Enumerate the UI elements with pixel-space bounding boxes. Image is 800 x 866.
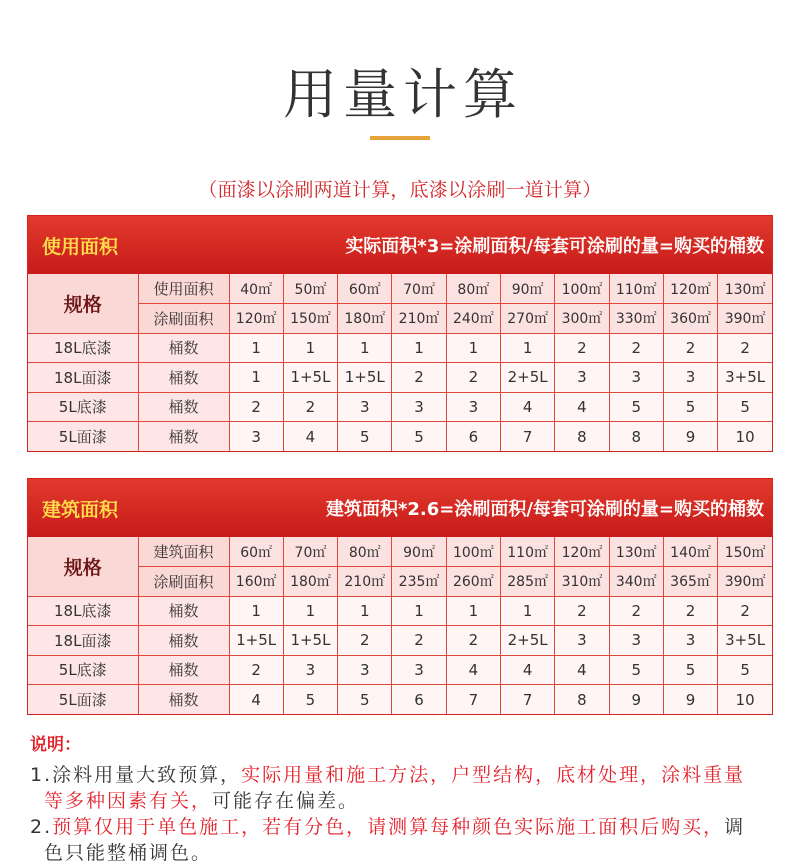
bucket-count-cell: 1 [229, 333, 283, 363]
bucket-count-cell: 3 [338, 655, 392, 685]
bucket-count-cell: 2 [392, 626, 446, 656]
area-value-cell: 365㎡ [663, 567, 717, 597]
bucket-count-cell: 10 [718, 685, 772, 715]
area-value-cell: 40㎡ [229, 274, 283, 304]
bucket-count-cell: 5 [718, 655, 772, 685]
note-highlight-text: 预算仅用于单色施工，若有分色，请测算每种颜色实际施工面积后购买， [52, 816, 725, 838]
product-cell: 5L面漆 [28, 422, 138, 452]
note-line [30, 814, 770, 840]
note-text: 2. [30, 816, 53, 838]
bucket-count-cell: 6 [446, 422, 500, 452]
area-value-cell: 210㎡ [392, 304, 446, 334]
bucket-count-cell: 1 [446, 333, 500, 363]
area-value-cell: 240㎡ [446, 304, 500, 334]
note-text: 调 [724, 816, 746, 838]
note-text: 1.涂料用量大致预算， [30, 764, 242, 786]
area-value-cell: 70㎡ [392, 274, 446, 304]
bucket-count-cell: 2 [663, 333, 717, 363]
bucket-count-cell: 8 [555, 422, 609, 452]
area-value-cell: 390㎡ [718, 304, 772, 334]
bucket-count-cell: 4 [500, 655, 554, 685]
area-value-cell: 310㎡ [555, 567, 609, 597]
table-row [28, 422, 772, 452]
spec-row-label: 建筑面积 [138, 537, 229, 567]
bucket-count-cell: 1 [500, 333, 554, 363]
bucket-count-cell: 1 [392, 596, 446, 626]
bucket-count-cell: 5 [663, 392, 717, 422]
area-value-cell: 340㎡ [609, 567, 663, 597]
area-value-cell: 390㎡ [718, 567, 772, 597]
table-row [28, 626, 772, 656]
product-cell: 5L底漆 [28, 392, 138, 422]
table-row [28, 655, 772, 685]
area-value-cell: 260㎡ [446, 567, 500, 597]
bucket-count-cell: 3+5L [718, 363, 772, 393]
table-row [28, 596, 772, 626]
unit-cell: 桶数 [138, 363, 229, 393]
table-row [28, 363, 772, 393]
note-line [30, 840, 770, 866]
spec-row-label: 涂刷面积 [138, 567, 229, 597]
area-value-cell: 235㎡ [392, 567, 446, 597]
bucket-count-cell: 1 [446, 596, 500, 626]
bucket-count-cell: 8 [555, 685, 609, 715]
area-value-cell: 210㎡ [338, 567, 392, 597]
bucket-count-cell: 7 [500, 422, 554, 452]
unit-cell: 桶数 [138, 392, 229, 422]
bucket-count-cell: 5 [283, 685, 337, 715]
bucket-count-cell: 9 [663, 422, 717, 452]
product-cell: 18L面漆 [28, 626, 138, 656]
spec-label-cell: 规格 [28, 274, 138, 333]
usage-table-1 [28, 274, 772, 451]
bucket-count-cell: 4 [555, 655, 609, 685]
spec-label-cell: 规格 [28, 537, 138, 596]
bucket-count-cell: 10 [718, 422, 772, 452]
bucket-count-cell: 5 [609, 655, 663, 685]
bucket-count-cell: 7 [446, 685, 500, 715]
note-text: 可能存在偏差。 [212, 790, 360, 812]
bucket-count-cell: 3 [392, 392, 446, 422]
area-value-cell: 130㎡ [718, 274, 772, 304]
unit-cell: 桶数 [138, 626, 229, 656]
area-value-cell: 70㎡ [283, 537, 337, 567]
area-value-cell: 80㎡ [338, 537, 392, 567]
usage-area-formula: 实际面积*3=涂刷面积/每套可涂刷的量=购买的桶数 [345, 236, 764, 257]
area-value-cell: 160㎡ [229, 567, 283, 597]
area-value-cell: 140㎡ [663, 537, 717, 567]
product-cell: 5L面漆 [28, 685, 138, 715]
area-value-cell: 100㎡ [555, 274, 609, 304]
unit-cell: 桶数 [138, 685, 229, 715]
area-value-cell: 50㎡ [283, 274, 337, 304]
bucket-count-cell: 1 [283, 596, 337, 626]
spec-row [28, 274, 772, 304]
bucket-count-cell: 5 [609, 392, 663, 422]
bucket-count-cell: 1 [283, 333, 337, 363]
bucket-count-cell: 1+5L [283, 363, 337, 393]
product-cell: 5L底漆 [28, 655, 138, 685]
bucket-count-cell: 2 [446, 626, 500, 656]
area-value-cell: 300㎡ [555, 304, 609, 334]
bucket-count-cell: 9 [609, 685, 663, 715]
bucket-count-cell: 2 [609, 596, 663, 626]
bucket-count-cell: 4 [446, 655, 500, 685]
area-value-cell: 330㎡ [609, 304, 663, 334]
note-line [30, 788, 770, 814]
bucket-count-cell: 6 [392, 685, 446, 715]
area-value-cell: 110㎡ [609, 274, 663, 304]
area-value-cell: 100㎡ [446, 537, 500, 567]
area-value-cell: 90㎡ [392, 537, 446, 567]
bucket-count-cell: 2 [718, 596, 772, 626]
unit-cell: 桶数 [138, 333, 229, 363]
table-row [28, 392, 772, 422]
area-value-cell: 120㎡ [555, 537, 609, 567]
bucket-count-cell: 1 [229, 363, 283, 393]
bucket-count-cell: 2 [609, 333, 663, 363]
bucket-count-cell: 1+5L [229, 626, 283, 656]
bucket-count-cell: 5 [718, 392, 772, 422]
bucket-count-cell: 3 [663, 363, 717, 393]
bucket-count-cell: 1 [500, 596, 554, 626]
usage-area-header-label: 使用面积 [42, 235, 119, 258]
product-cell: 18L底漆 [28, 596, 138, 626]
bucket-count-cell: 4 [500, 392, 554, 422]
bucket-count-cell: 5 [392, 422, 446, 452]
area-value-cell: 180㎡ [338, 304, 392, 334]
unit-cell: 桶数 [138, 422, 229, 452]
bucket-count-cell: 2 [555, 596, 609, 626]
area-value-cell: 120㎡ [229, 304, 283, 334]
area-value-cell: 80㎡ [446, 274, 500, 304]
note-line [30, 762, 770, 788]
bucket-count-cell: 3 [338, 392, 392, 422]
bucket-count-cell: 5 [663, 655, 717, 685]
bucket-count-cell: 1 [229, 596, 283, 626]
bucket-count-cell: 1 [338, 596, 392, 626]
spec-row [28, 537, 772, 567]
bucket-count-cell: 1+5L [283, 626, 337, 656]
bucket-count-cell: 5 [338, 422, 392, 452]
usage-area-section [27, 215, 773, 452]
bucket-count-cell: 4 [283, 422, 337, 452]
bucket-count-cell: 2 [392, 363, 446, 393]
usage-area-header-band [28, 216, 772, 274]
building-area-section [27, 478, 773, 715]
bucket-count-cell: 2 [446, 363, 500, 393]
bucket-count-cell: 2 [555, 333, 609, 363]
bucket-count-cell: 3 [229, 422, 283, 452]
unit-cell: 桶数 [138, 655, 229, 685]
bucket-count-cell: 3 [609, 626, 663, 656]
bucket-count-cell: 3 [392, 655, 446, 685]
area-value-cell: 150㎡ [718, 537, 772, 567]
bucket-count-cell: 1 [338, 333, 392, 363]
area-value-cell: 130㎡ [609, 537, 663, 567]
unit-cell: 桶数 [138, 596, 229, 626]
bucket-count-cell: 4 [229, 685, 283, 715]
bucket-count-cell: 2 [718, 333, 772, 363]
spec-row [28, 567, 772, 597]
building-area-header-label: 建筑面积 [42, 498, 119, 521]
bucket-count-cell: 3 [555, 363, 609, 393]
bucket-count-cell: 3 [609, 363, 663, 393]
bucket-count-cell: 2 [229, 655, 283, 685]
spec-row-label: 使用面积 [138, 274, 229, 304]
bucket-count-cell: 5 [338, 685, 392, 715]
table-row [28, 685, 772, 715]
area-value-cell: 120㎡ [663, 274, 717, 304]
bucket-count-cell: 2 [283, 392, 337, 422]
title-underline [370, 136, 430, 140]
bucket-count-cell: 2 [338, 626, 392, 656]
bucket-count-cell: 3 [283, 655, 337, 685]
bucket-count-cell: 3 [446, 392, 500, 422]
bucket-count-cell: 3+5L [718, 626, 772, 656]
building-area-formula: 建筑面积*2.6=涂刷面积/每套可涂刷的量=购买的桶数 [325, 499, 764, 520]
page-subtitle: （面漆以涂刷两道计算，底漆以涂刷一道计算） [198, 179, 602, 201]
spec-row-label: 涂刷面积 [138, 304, 229, 334]
page-title: 用量计算 [283, 63, 523, 126]
bucket-count-cell: 1 [392, 333, 446, 363]
bucket-count-cell: 4 [555, 392, 609, 422]
bucket-count-cell: 9 [663, 685, 717, 715]
bucket-count-cell: 2+5L [500, 626, 554, 656]
area-value-cell: 110㎡ [500, 537, 554, 567]
bucket-count-cell: 3 [555, 626, 609, 656]
area-value-cell: 360㎡ [663, 304, 717, 334]
building-area-header-band [28, 479, 772, 537]
bucket-count-cell: 2+5L [500, 363, 554, 393]
product-cell: 18L底漆 [28, 333, 138, 363]
bucket-count-cell: 3 [663, 626, 717, 656]
product-cell: 18L面漆 [28, 363, 138, 393]
note-text: 色只能整桶调色。 [44, 842, 213, 864]
bucket-count-cell: 7 [500, 685, 554, 715]
table-row [28, 333, 772, 363]
note-highlight-text: 实际用量和施工方法，户型结构，底材处理，涂料重量 [241, 764, 746, 786]
area-value-cell: 90㎡ [500, 274, 554, 304]
area-value-cell: 150㎡ [283, 304, 337, 334]
notes-list [30, 762, 770, 866]
notes-heading: 说明： [30, 735, 81, 755]
area-value-cell: 60㎡ [229, 537, 283, 567]
area-value-cell: 60㎡ [338, 274, 392, 304]
area-value-cell: 180㎡ [283, 567, 337, 597]
area-value-cell: 270㎡ [500, 304, 554, 334]
spec-row [28, 304, 772, 334]
bucket-count-cell: 2 [229, 392, 283, 422]
bucket-count-cell: 8 [609, 422, 663, 452]
bucket-count-cell: 2 [663, 596, 717, 626]
usage-table-2 [28, 537, 772, 714]
note-highlight-text: 等多种因素有关， [44, 790, 213, 812]
area-value-cell: 285㎡ [500, 567, 554, 597]
bucket-count-cell: 1+5L [338, 363, 392, 393]
